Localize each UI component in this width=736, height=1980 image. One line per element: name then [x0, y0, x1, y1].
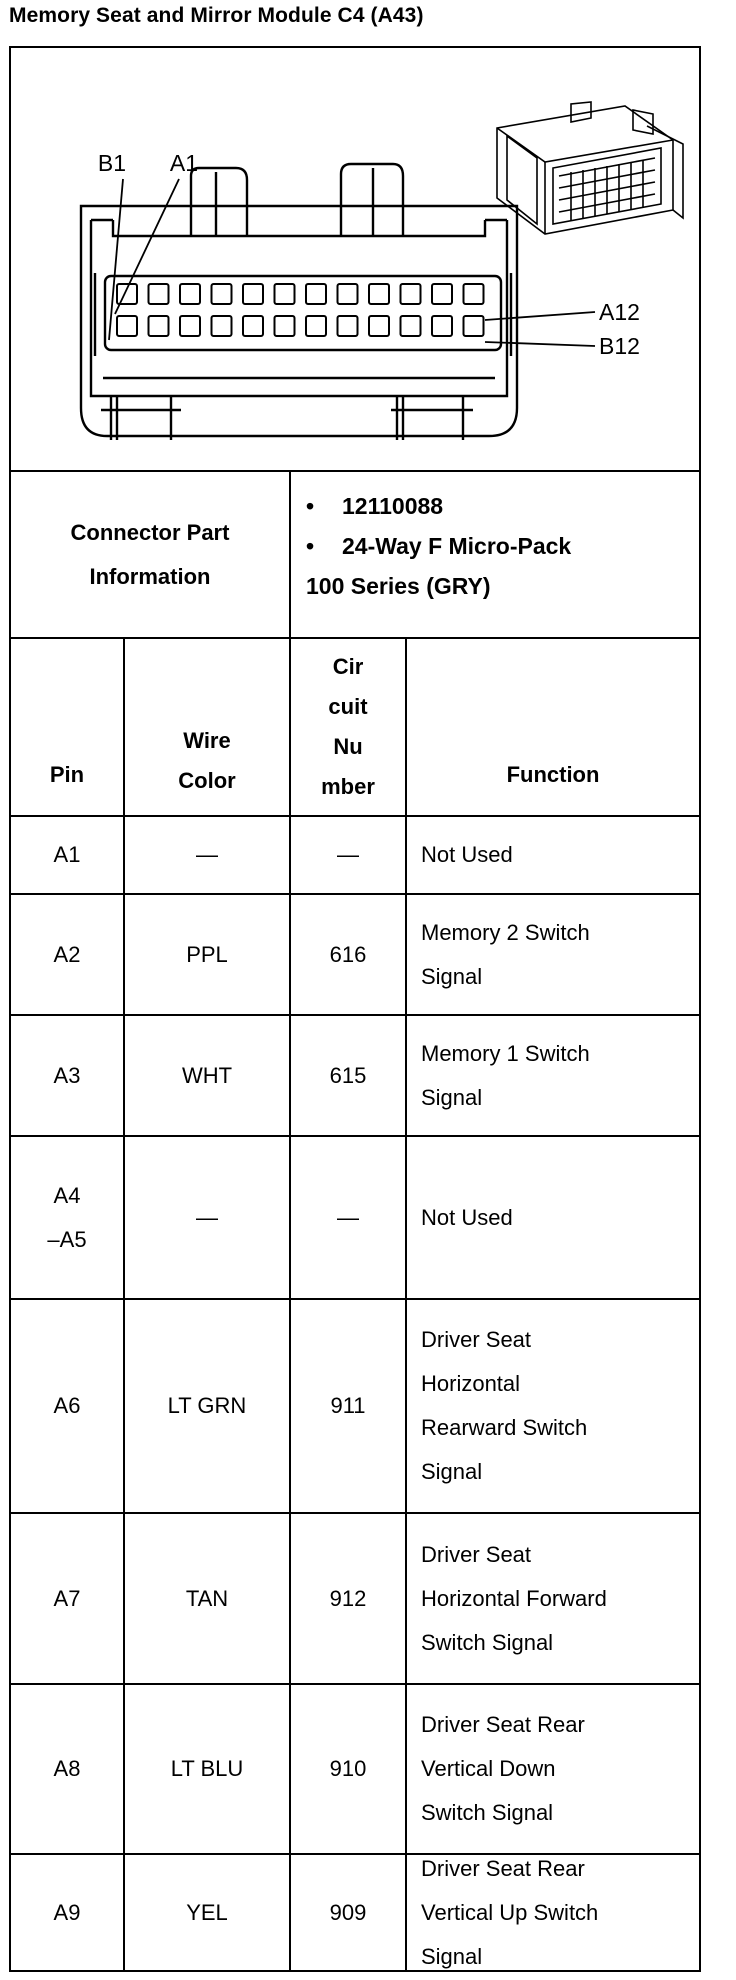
pin-cavity	[432, 284, 452, 304]
circuit-number-cell	[291, 817, 405, 893]
pin-cavity	[212, 284, 232, 304]
pin-cavity	[180, 284, 200, 304]
cell-text-line: Vertical Down	[421, 1756, 556, 1781]
pin-cell	[11, 1855, 123, 1970]
pin-cavity	[464, 284, 484, 304]
cell-text-line: A7	[53, 1585, 81, 1611]
connector-isometric-view-icon	[497, 102, 683, 234]
wire-color-cell	[125, 1137, 289, 1298]
cell-text: LT GRN	[167, 1393, 247, 1418]
pin-cavity	[306, 316, 326, 336]
cell-text-line: Memory 1 Switch	[421, 1040, 590, 1066]
bullet: •	[306, 533, 315, 559]
function-cell	[407, 1514, 699, 1683]
cell-text-line: A6	[53, 1393, 81, 1418]
pin-cavity	[401, 316, 421, 336]
cell-text-line: Signal	[421, 1084, 483, 1110]
cell-text-line: A9	[53, 1899, 81, 1925]
circuit-number-cell	[291, 1855, 405, 1970]
pin-cavity	[212, 316, 232, 336]
pin-cavities	[117, 284, 484, 336]
connector-part-info-value	[306, 486, 696, 606]
cell-text-line: Rearward Switch	[421, 1415, 588, 1440]
header-text: cuit	[328, 694, 368, 719]
pin-cavity	[275, 316, 295, 336]
pin-cavity	[369, 316, 389, 336]
header-text: Wire	[183, 728, 231, 753]
header-text: Nu	[333, 734, 363, 759]
circuit-number-cell	[291, 1137, 405, 1298]
cell-text: LT BLU	[170, 1756, 244, 1781]
cell-text-line: A4	[53, 1182, 81, 1208]
circuit-number-cell	[291, 1300, 405, 1512]
cell-text-line: Vertical Up Switch	[421, 1899, 599, 1925]
pin-cell	[11, 1685, 123, 1853]
circuit-number-cell	[291, 1016, 405, 1135]
cell-text: WHT	[181, 1062, 233, 1088]
circuit-number-cell	[291, 1514, 405, 1683]
pin-cell	[11, 1016, 123, 1135]
function-cell	[407, 1300, 699, 1512]
header-text: Color	[178, 768, 236, 793]
pin-cavity	[338, 284, 358, 304]
wire-color-cell	[125, 1685, 289, 1853]
header-wire-color	[125, 639, 289, 815]
pin-cavity	[117, 316, 137, 336]
pin-cavity	[243, 284, 263, 304]
function-cell	[407, 1016, 699, 1135]
label-line: Information	[89, 563, 211, 589]
cell-text-line: Signal	[421, 963, 483, 989]
divider	[289, 470, 291, 639]
cell-text: TAN	[185, 1585, 229, 1611]
cell-text-line: A2	[53, 941, 81, 967]
pin-cell	[11, 1514, 123, 1683]
pin-cavity	[243, 316, 263, 336]
cell-text: —	[196, 842, 218, 867]
wire-color-cell	[125, 817, 289, 893]
pin-cavity	[306, 284, 326, 304]
header-circuit-number	[291, 639, 405, 815]
wire-color-cell	[125, 1016, 289, 1135]
cell-text-line: A8	[53, 1756, 81, 1781]
cell-text: YEL	[186, 1899, 228, 1925]
description-item	[306, 526, 696, 566]
cell-text-line: Horizontal Forward	[421, 1585, 607, 1611]
pin-cavity	[149, 316, 169, 336]
pin-cavity	[180, 316, 200, 336]
circuit-number-cell	[291, 1685, 405, 1853]
wire-color-cell	[125, 895, 289, 1014]
function-cell	[407, 1137, 699, 1298]
part-number-item	[306, 486, 696, 526]
pin-label-b1: B1	[97, 150, 127, 176]
cell-text-line: –A5	[47, 1226, 87, 1252]
header-function	[407, 639, 699, 815]
function-cell	[407, 817, 699, 893]
cell-text-line: Driver Seat	[421, 1327, 532, 1352]
pin-label-a1: A1	[169, 150, 199, 176]
cell-text: 911	[330, 1393, 366, 1418]
pin-cell	[11, 1300, 123, 1512]
page-title: Memory Seat and Mirror Module C4 (A43)	[9, 4, 424, 27]
cell-text-line: Driver Seat Rear	[421, 1712, 585, 1737]
cell-text-line: A1	[53, 842, 81, 867]
cell-text: —	[337, 842, 359, 867]
function-cell	[407, 1685, 699, 1853]
cell-text-line: Not Used	[421, 1204, 513, 1230]
description-line: 100 Series (GRY)	[306, 573, 491, 599]
pin-cell	[11, 895, 123, 1014]
pin-cavity	[432, 316, 452, 336]
function-cell	[407, 895, 699, 1014]
cell-text-line: Not Used	[421, 842, 513, 867]
cell-text: —	[337, 1204, 359, 1230]
cell-text: 912	[329, 1585, 367, 1611]
description-line: 24-Way F Micro-Pack	[342, 533, 572, 559]
pin-cavity	[338, 316, 358, 336]
circuit-number-cell	[291, 895, 405, 1014]
pin-cavity	[464, 316, 484, 336]
cell-text-line: Switch Signal	[421, 1629, 554, 1655]
cell-text-line: Signal	[421, 1943, 483, 1969]
pin-leader-lines	[109, 179, 595, 346]
header-text: mber	[321, 774, 375, 799]
cell-text: 616	[329, 941, 367, 967]
cell-text: 615	[329, 1062, 367, 1088]
header-pin	[11, 639, 123, 815]
part-number: 12110088	[342, 493, 444, 519]
connector-diagram	[11, 48, 701, 470]
cell-text-line: Horizontal	[421, 1371, 521, 1396]
description-item	[306, 566, 696, 606]
function-cell	[407, 1855, 699, 1970]
wire-color-cell	[125, 1855, 289, 1970]
wire-color-cell	[125, 1514, 289, 1683]
pin-cavity	[401, 284, 421, 304]
header-text: Function	[506, 762, 600, 787]
bullet: •	[306, 493, 315, 519]
cell-text-line: Driver Seat Rear	[421, 1855, 585, 1881]
cell-text: PPL	[186, 941, 228, 967]
pin-cell	[11, 817, 123, 893]
label-line: Connector Part	[70, 519, 230, 545]
cell-text-line: Driver Seat	[421, 1541, 532, 1567]
header-text: Pin	[49, 762, 85, 787]
cell-text-line: Memory 2 Switch	[421, 919, 590, 945]
cell-text-line: A3	[53, 1062, 81, 1088]
cell-text: 910	[329, 1756, 367, 1781]
pin-label-b12: B12	[599, 333, 640, 359]
pin-cavity	[275, 284, 295, 304]
pin-cavity	[369, 284, 389, 304]
pin-cell	[11, 1137, 123, 1298]
connector-part-info-label	[11, 472, 289, 637]
cell-text: 909	[329, 1899, 367, 1925]
pin-cavity	[149, 284, 169, 304]
pin-label-a12: A12	[599, 299, 640, 325]
header-text: Cir	[332, 654, 364, 679]
wire-color-cell	[125, 1300, 289, 1512]
cell-text-line: Switch Signal	[421, 1800, 554, 1825]
cell-text-line: Signal	[421, 1459, 483, 1484]
cell-text: —	[196, 1204, 218, 1230]
